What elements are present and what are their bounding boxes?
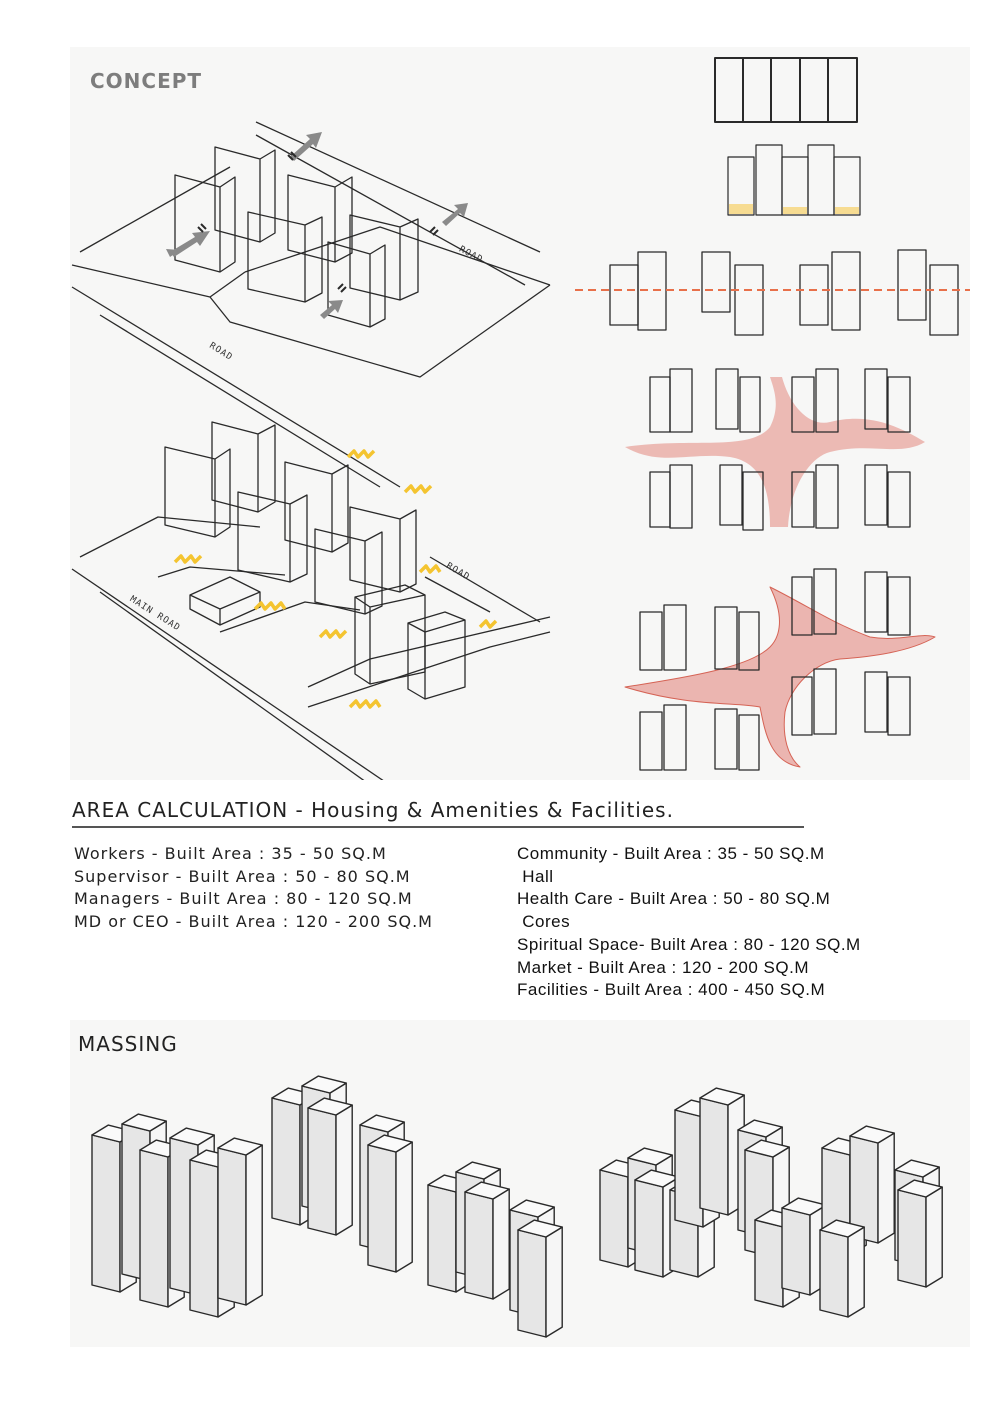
housing-list bbox=[74, 843, 433, 933]
road-label-2: ROAD bbox=[207, 340, 235, 364]
plan-row-3 bbox=[575, 250, 970, 335]
amenities-list bbox=[517, 843, 861, 1002]
plan-row-4 bbox=[625, 369, 925, 530]
area-calculation-heading: AREA CALCULATION - Housing & Amenities & Facilities. bbox=[72, 798, 674, 822]
amenity-item-market: Market - Built Area : 120 - 200 SQ.M bbox=[517, 957, 810, 977]
massing-block bbox=[465, 1182, 509, 1299]
plan-row-1 bbox=[715, 58, 857, 122]
housing-item-supervisor: Supervisor - Built Area : 50 - 80 SQ.M bbox=[74, 866, 411, 886]
massing-block bbox=[518, 1220, 562, 1337]
massing-diagram bbox=[70, 1020, 970, 1347]
road-label-3: MAIN ROAD bbox=[127, 594, 183, 634]
massing-block bbox=[898, 1180, 942, 1287]
road-label-4: ROAD bbox=[444, 561, 472, 583]
amenity-item-spiritual: Spiritual Space- Built Area : 80 - 120 SQ.M bbox=[517, 934, 861, 954]
amenity-item-facilities: Facilities - Built Area : 400 - 450 SQ.M bbox=[517, 980, 826, 1000]
housing-item-ceo: MD or CEO - Built Area : 120 - 200 SQ.M bbox=[74, 911, 433, 931]
housing-item-managers: Managers - Built Area : 80 - 120 SQ.M bbox=[74, 889, 413, 908]
massing-block bbox=[368, 1135, 412, 1272]
massing-block bbox=[218, 1138, 262, 1305]
amenity-item-health-care: Health Care - Built Area : 50 - 80 SQ.M bbox=[517, 889, 831, 909]
massing-block bbox=[308, 1098, 352, 1235]
massing-panel bbox=[70, 1020, 970, 1347]
plan-row-2 bbox=[728, 145, 860, 215]
amenity-item-cores: Cores bbox=[517, 912, 571, 932]
housing-item-workers: Workers - Built Area : 35 - 50 SQ.M bbox=[74, 844, 387, 863]
concept-sketch-wind bbox=[72, 122, 550, 487]
concept-panel bbox=[70, 47, 970, 780]
amenity-item-hall: Hall bbox=[517, 866, 554, 886]
concept-sketches bbox=[70, 47, 970, 780]
area-heading-rule bbox=[72, 826, 804, 828]
road-label-1: ROAD bbox=[457, 244, 485, 266]
concept-title: CONCEPT bbox=[90, 69, 203, 93]
massing-title: MASSING bbox=[78, 1032, 178, 1056]
plan-row-5 bbox=[625, 569, 935, 770]
massing-block bbox=[820, 1220, 864, 1317]
amenity-item-community: Community - Built Area : 35 - 50 SQ.M bbox=[517, 844, 825, 863]
